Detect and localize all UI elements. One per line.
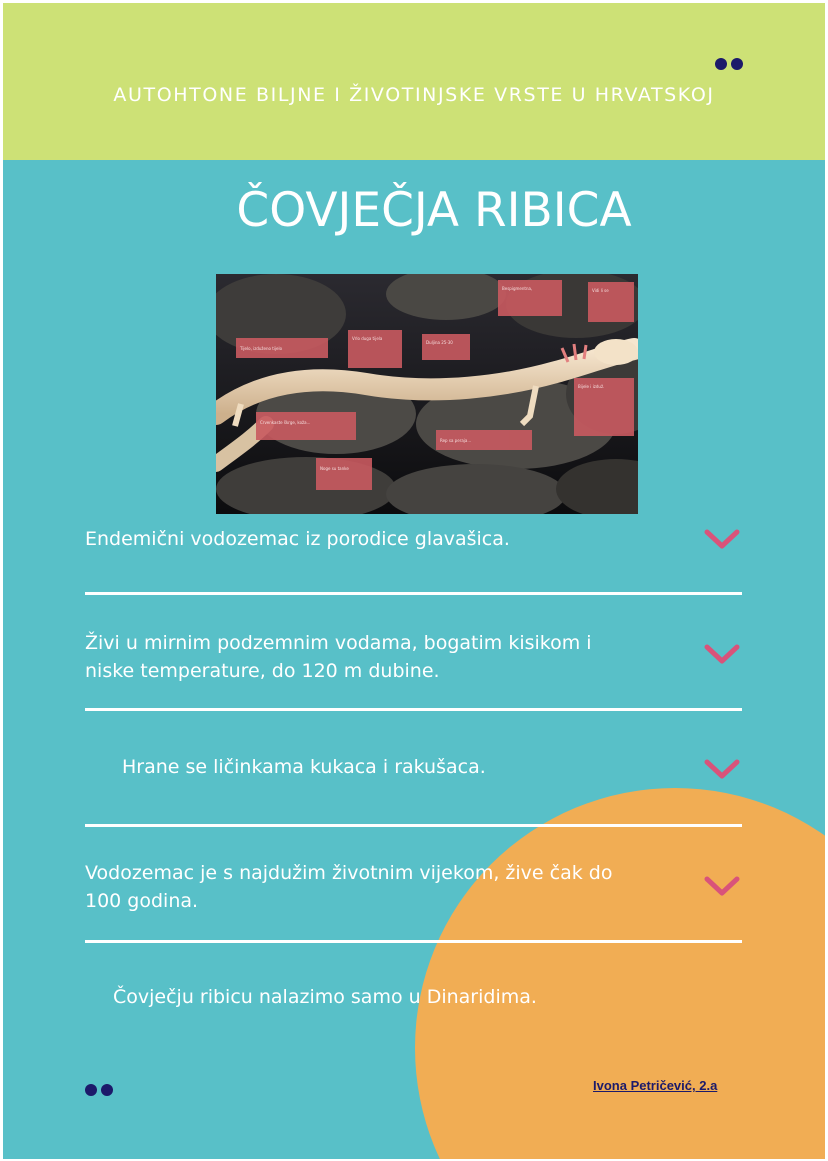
olm-photo-illustration (216, 274, 638, 514)
header-band (3, 3, 825, 160)
svg-text:Crvenkaste škrge, koža...: Crvenkaste škrge, koža... (260, 420, 311, 425)
page-title: ČOVJEČJA RIBICA (236, 183, 632, 238)
svg-text:Bespigmentna,: Bespigmentna, (502, 286, 533, 291)
divider (85, 592, 742, 595)
divider (85, 940, 742, 943)
divider (85, 824, 742, 827)
chevron-down-icon[interactable] (703, 874, 741, 898)
list-item-text: Vodozemac je s najdužim životnim vijekom, žive čak do 100 godina. (85, 862, 613, 912)
chevron-down-icon[interactable] (703, 527, 741, 551)
svg-text:Vidi li se: Vidi li se (592, 288, 609, 293)
svg-text:Vrlo duga tijela: Vrlo duga tijela (352, 336, 383, 341)
list-item-text: Živi u mirnim podzemnim vodama, bogatim kisikom i niske temperature, do 120 m dubine. (85, 632, 592, 682)
svg-text:Bijele i izduž.: Bijele i izduž. (578, 384, 605, 389)
orange-circle-decoration (415, 788, 825, 1159)
poster (3, 3, 825, 1159)
olm-photo (216, 274, 638, 514)
header-title: AUTOHTONE BILJNE I ŽIVOTINJSKE VRSTE U HRVATSKOJ (113, 84, 715, 106)
chevron-down-icon[interactable] (703, 757, 741, 781)
svg-text:Rep sa peraja...: Rep sa peraja... (440, 438, 472, 443)
svg-text:Noge su tanke: Noge su tanke (320, 466, 349, 471)
divider (85, 708, 742, 711)
author-link[interactable]: Ivona Petričević, 2.a (593, 1078, 718, 1093)
svg-text:Duljina 25-30: Duljina 25-30 (426, 340, 453, 345)
dots-icon (85, 1084, 113, 1096)
svg-text:Tijelo, izduženo tijelo: Tijelo, izduženo tijelo (240, 346, 283, 351)
dots-icon (715, 58, 743, 70)
footer-note: Čovječju ribicu nalazimo samo u Dinaridima. (113, 986, 537, 1008)
list-item-text: Hrane se ličinkama kukaca i rakušaca. (122, 756, 486, 778)
chevron-down-icon[interactable] (703, 642, 741, 666)
list-item-text: Endemični vodozemac iz porodice glavašica. (85, 528, 510, 550)
